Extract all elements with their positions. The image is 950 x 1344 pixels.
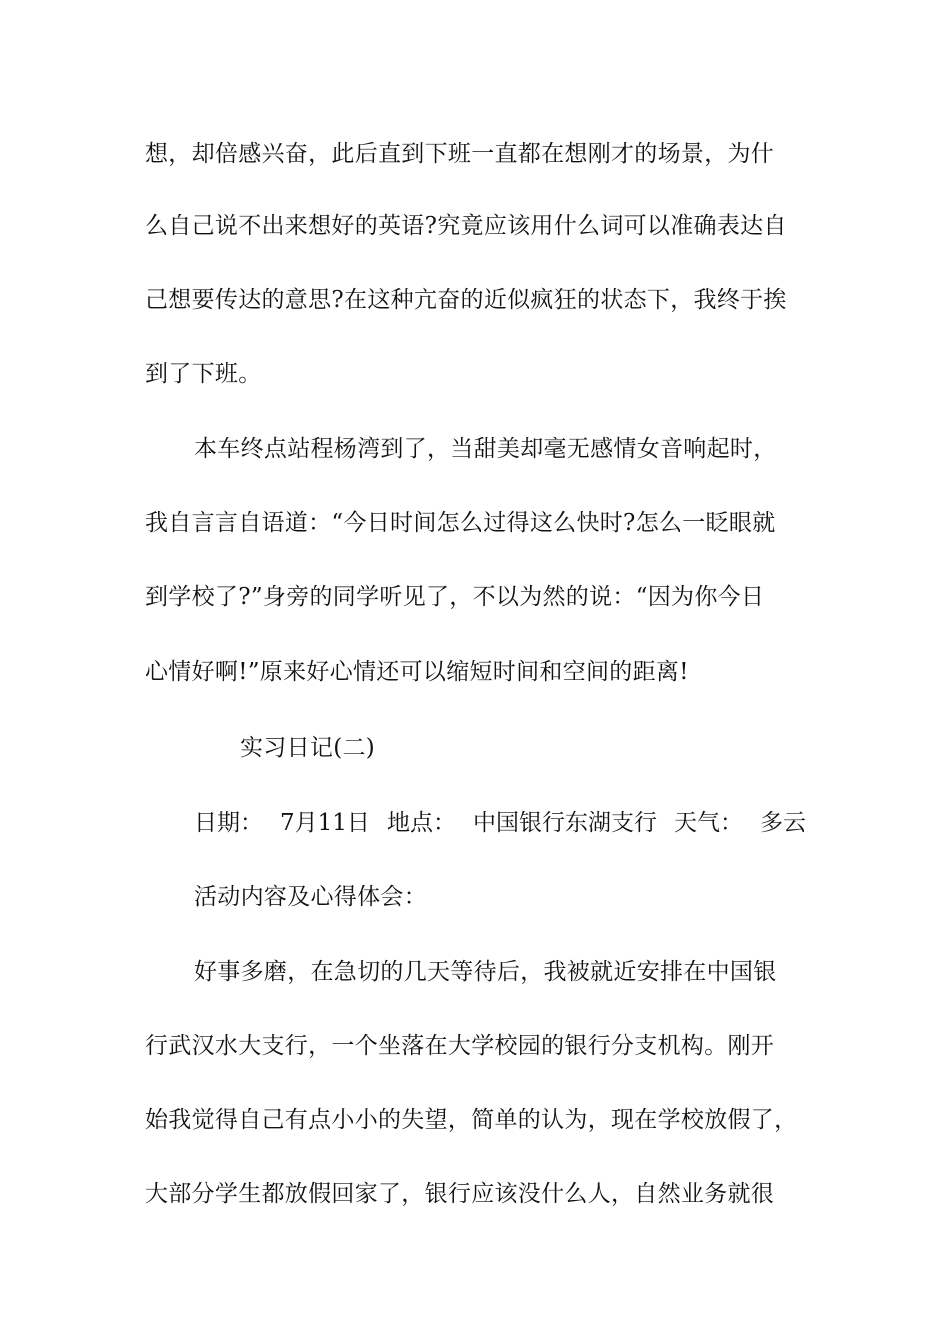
place-value: 中国银行东湖支行 <box>472 810 657 836</box>
paragraph-line: 我自言言自语道：“今日时间怎么过得这么快时?怎么一眨眼就 <box>145 510 776 536</box>
section-heading: 实习日记(二) <box>240 735 376 761</box>
diary-meta-row <box>194 808 806 838</box>
weather-label: 天气： <box>673 810 743 836</box>
weather-value: 多云 <box>759 810 806 836</box>
activity-label: 活动内容及心得体会： <box>194 884 427 910</box>
paragraph-line: 心情好啊!”原来好心情还可以缩短时间和空间的距离! <box>145 659 689 685</box>
paragraph-line: 到了下班。 <box>145 361 262 387</box>
paragraph-line: 想，却倍感兴奋，此后直到下班一直都在想刚才的场景，为什 <box>145 141 775 167</box>
paragraph-line: 本车终点站程杨湾到了，当甜美却毫无感情女音响起时， <box>194 436 777 462</box>
paragraph-line: 到学校了?”身旁的同学听见了，不以为然的说：“因为你今日 <box>145 584 765 610</box>
paragraph-line: 行武汉水大支行，一个坐落在大学校园的银行分支机构。刚开 <box>145 1033 775 1059</box>
paragraph-line: 么自己说不出来想好的英语?究竟应该用什么词可以准确表达自 <box>145 213 787 239</box>
paragraph-line: 好事多磨，在急切的几天等待后，我被就近安排在中国银 <box>194 959 777 985</box>
paragraph-line: 始我觉得自己有点小小的失望，简单的认为，现在学校放假了， <box>145 1107 798 1133</box>
paragraph-line: 己想要传达的意思?在这种亢奋的近似疯狂的状态下，我终于挨 <box>145 287 787 313</box>
paragraph-line: 大部分学生都放假回家了，银行应该没什么人，自然业务就很 <box>145 1181 775 1207</box>
place-label: 地点： <box>386 810 456 836</box>
date-value: 7月11日 <box>280 810 370 836</box>
date-label: 日期： <box>194 810 263 836</box>
